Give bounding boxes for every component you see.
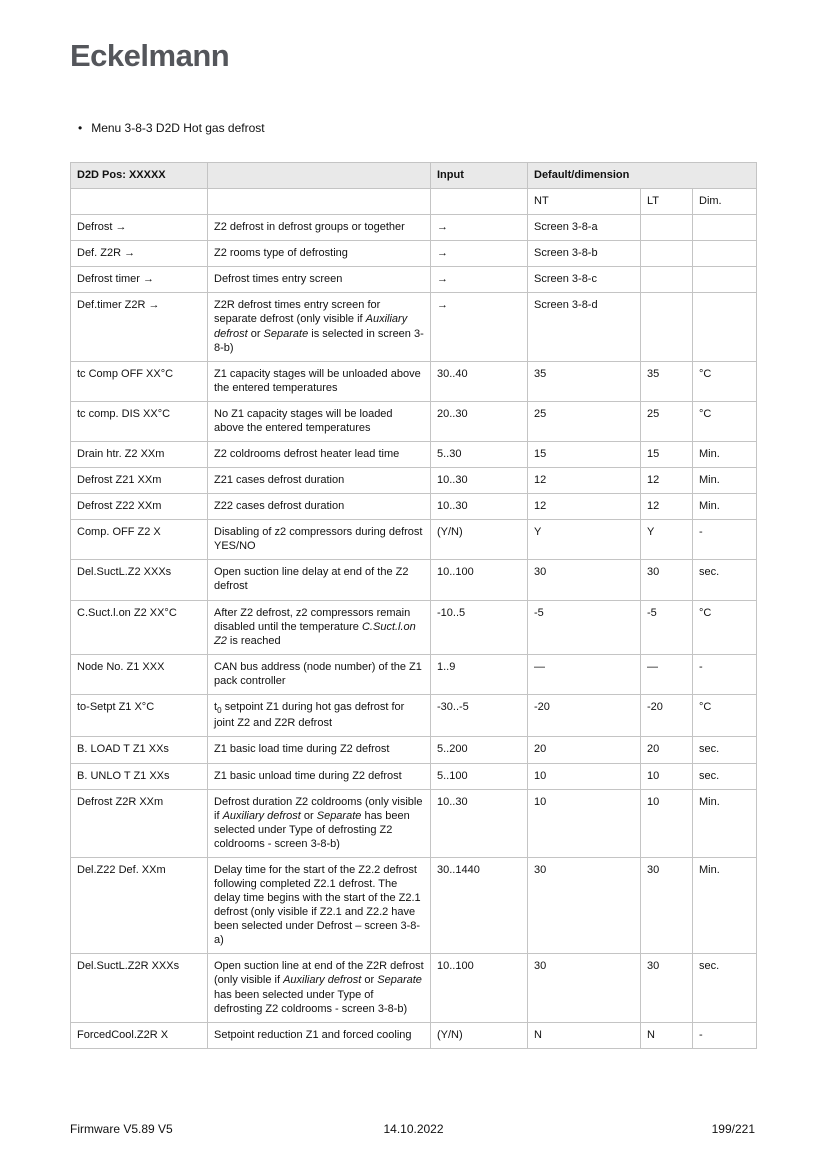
table-body bbox=[71, 215, 757, 1049]
cell-description: Delay time for the start of the Z2.2 defrost following completed Z2.1 defrost. The delay time begins with the start of the Z2.1 defrost (only visible if Z2.1 and Z2.2 have been selected under Defrost – screen 3-8-a) bbox=[208, 857, 431, 953]
cell-parameter: Defrost → bbox=[71, 215, 208, 241]
cell-dim: °C bbox=[693, 600, 757, 654]
cell-parameter: Def.timer Z2R → bbox=[71, 293, 208, 361]
cell-dim: Min. bbox=[693, 789, 757, 857]
table-row bbox=[71, 241, 757, 267]
cell-input: 1..9 bbox=[431, 654, 528, 694]
cell-input: 10..100 bbox=[431, 954, 528, 1022]
cell-description: After Z2 defrost, z2 compressors remain disabled until the temperature C.Suct.l.on Z2 is reached bbox=[208, 600, 431, 654]
cell-input: 10..100 bbox=[431, 560, 528, 600]
cell-input: 10..30 bbox=[431, 468, 528, 494]
cell-dim: - bbox=[693, 520, 757, 560]
cell-parameter: tc Comp OFF XX°C bbox=[71, 361, 208, 401]
cell-lt bbox=[641, 267, 693, 293]
cell-description: Z2 coldrooms defrost heater lead time bbox=[208, 442, 431, 468]
cell-nt: Screen 3-8-b bbox=[528, 241, 641, 267]
cell-parameter: ForcedCool.Z2R X bbox=[71, 1022, 208, 1048]
cell-dim: sec. bbox=[693, 737, 757, 763]
cell-input: 5..200 bbox=[431, 737, 528, 763]
eckelmann-logo: Eckelmann bbox=[70, 38, 230, 73]
header-d2d-pos: D2D Pos: XXXXX bbox=[71, 163, 208, 189]
cell-parameter: Drain htr. Z2 XXm bbox=[71, 442, 208, 468]
table-header-row bbox=[71, 163, 757, 189]
cell-input: (Y/N) bbox=[431, 520, 528, 560]
cell-description: $t_0$ setpoint Z1 during hot gas defrost for joint Z2 and Z2R defrost bbox=[208, 694, 431, 737]
cell-lt: 15 bbox=[641, 442, 693, 468]
table-row bbox=[71, 789, 757, 857]
subheader-empty-2 bbox=[208, 189, 431, 215]
cell-lt: — bbox=[641, 654, 693, 694]
cell-nt: — bbox=[528, 654, 641, 694]
parameter-table bbox=[70, 162, 757, 1049]
cell-parameter: B. UNLO T Z1 XXs bbox=[71, 763, 208, 789]
cell-parameter: Defrost Z22 XXm bbox=[71, 494, 208, 520]
table-row bbox=[71, 737, 757, 763]
cell-dim bbox=[693, 215, 757, 241]
cell-dim: - bbox=[693, 1022, 757, 1048]
cell-dim: Min. bbox=[693, 442, 757, 468]
cell-parameter: to-Setpt Z1 X°C bbox=[71, 694, 208, 737]
cell-input: 20..30 bbox=[431, 401, 528, 441]
subheader-dim: Dim. bbox=[693, 189, 757, 215]
cell-parameter: Defrost Z2R XXm bbox=[71, 789, 208, 857]
cell-parameter: Node No. Z1 XXX bbox=[71, 654, 208, 694]
footer-date: 14.10.2022 bbox=[383, 1122, 444, 1136]
cell-nt: -20 bbox=[528, 694, 641, 737]
table-row bbox=[71, 600, 757, 654]
cell-input: -10..5 bbox=[431, 600, 528, 654]
bullet-marker: • bbox=[78, 121, 83, 135]
cell-nt: Y bbox=[528, 520, 641, 560]
cell-description: Z2 rooms type of defrosting bbox=[208, 241, 431, 267]
cell-parameter: Def. Z2R → bbox=[71, 241, 208, 267]
cell-nt: 30 bbox=[528, 560, 641, 600]
subheader-empty-3 bbox=[431, 189, 528, 215]
table-row bbox=[71, 361, 757, 401]
cell-input: 30..1440 bbox=[431, 857, 528, 953]
cell-nt: 15 bbox=[528, 442, 641, 468]
cell-description: Defrost duration Z2 coldrooms (only visible if Auxiliary defrost or Separate has been selected under Type of defrosting Z2 coldrooms - screen 3-8-b) bbox=[208, 789, 431, 857]
cell-input: (Y/N) bbox=[431, 1022, 528, 1048]
table-row bbox=[71, 215, 757, 241]
cell-parameter: Defrost timer → bbox=[71, 267, 208, 293]
table-row bbox=[71, 763, 757, 789]
cell-nt: 10 bbox=[528, 763, 641, 789]
cell-dim: sec. bbox=[693, 954, 757, 1022]
cell-dim bbox=[693, 267, 757, 293]
cell-input: → bbox=[431, 293, 528, 361]
cell-nt: 20 bbox=[528, 737, 641, 763]
table-row bbox=[71, 520, 757, 560]
cell-nt: Screen 3-8-c bbox=[528, 267, 641, 293]
cell-dim: - bbox=[693, 654, 757, 694]
cell-dim bbox=[693, 241, 757, 267]
table-row bbox=[71, 401, 757, 441]
cell-input: 10..30 bbox=[431, 789, 528, 857]
cell-nt: 12 bbox=[528, 494, 641, 520]
cell-description: Disabling of z2 compressors during defrost YES/NO bbox=[208, 520, 431, 560]
table-row bbox=[71, 442, 757, 468]
cell-nt: 25 bbox=[528, 401, 641, 441]
table-subheader-row bbox=[71, 189, 757, 215]
table-row bbox=[71, 468, 757, 494]
cell-input: 5..100 bbox=[431, 763, 528, 789]
cell-dim: sec. bbox=[693, 560, 757, 600]
cell-parameter: Del.Z22 Def. XXm bbox=[71, 857, 208, 953]
cell-nt: N bbox=[528, 1022, 641, 1048]
cell-lt: 30 bbox=[641, 560, 693, 600]
cell-description: Open suction line at end of the Z2R defrost (only visible if Auxiliary defrost or Separate has been selected under Type of defrosting Z2 coldrooms - screen 3-8-b) bbox=[208, 954, 431, 1022]
cell-description: Z1 basic unload time during Z2 defrost bbox=[208, 763, 431, 789]
cell-nt: 12 bbox=[528, 468, 641, 494]
cell-lt: 12 bbox=[641, 494, 693, 520]
cell-description: Z21 cases defrost duration bbox=[208, 468, 431, 494]
table-row bbox=[71, 654, 757, 694]
cell-lt: -5 bbox=[641, 600, 693, 654]
header-input: Input bbox=[431, 163, 528, 189]
table-row bbox=[71, 494, 757, 520]
subheader-nt: NT bbox=[528, 189, 641, 215]
cell-description: No Z1 capacity stages will be loaded above the entered temperatures bbox=[208, 401, 431, 441]
table-row bbox=[71, 694, 757, 737]
cell-description: Defrost times entry screen bbox=[208, 267, 431, 293]
menu-reference-text: Menu 3-8-3 D2D Hot gas defrost bbox=[91, 121, 265, 135]
cell-input: 30..40 bbox=[431, 361, 528, 401]
cell-dim: Min. bbox=[693, 494, 757, 520]
cell-lt: 10 bbox=[641, 763, 693, 789]
cell-description: Open suction line delay at end of the Z2 defrost bbox=[208, 560, 431, 600]
footer-page-number: 199/221 bbox=[711, 1122, 755, 1136]
cell-input: 5..30 bbox=[431, 442, 528, 468]
cell-lt: 20 bbox=[641, 737, 693, 763]
cell-nt: 30 bbox=[528, 954, 641, 1022]
cell-dim: °C bbox=[693, 401, 757, 441]
cell-lt: -20 bbox=[641, 694, 693, 737]
cell-parameter: Del.SuctL.Z2 XXXs bbox=[71, 560, 208, 600]
cell-lt: 12 bbox=[641, 468, 693, 494]
cell-input: → bbox=[431, 215, 528, 241]
table-row bbox=[71, 857, 757, 953]
cell-nt: Screen 3-8-d bbox=[528, 293, 641, 361]
cell-nt: 10 bbox=[528, 789, 641, 857]
cell-dim: sec. bbox=[693, 763, 757, 789]
footer-firmware-version: Firmware V5.89 V5 bbox=[70, 1122, 173, 1136]
table-row bbox=[71, 267, 757, 293]
subheader-empty-1 bbox=[71, 189, 208, 215]
cell-dim: °C bbox=[693, 694, 757, 737]
cell-input: 10..30 bbox=[431, 494, 528, 520]
cell-description: Setpoint reduction Z1 and forced cooling bbox=[208, 1022, 431, 1048]
cell-nt: -5 bbox=[528, 600, 641, 654]
cell-description: Z22 cases defrost duration bbox=[208, 494, 431, 520]
header-default-dimension: Default/dimension bbox=[528, 163, 757, 189]
cell-lt bbox=[641, 241, 693, 267]
cell-lt bbox=[641, 293, 693, 361]
cell-parameter: B. LOAD T Z1 XXs bbox=[71, 737, 208, 763]
table-row bbox=[71, 560, 757, 600]
subheader-lt: LT bbox=[641, 189, 693, 215]
cell-parameter: C.Suct.l.on Z2 XX°C bbox=[71, 600, 208, 654]
cell-lt: 30 bbox=[641, 954, 693, 1022]
table-row bbox=[71, 293, 757, 361]
cell-parameter: Comp. OFF Z2 X bbox=[71, 520, 208, 560]
header-empty bbox=[208, 163, 431, 189]
cell-lt: 10 bbox=[641, 789, 693, 857]
cell-description: Z2R defrost times entry screen for separate defrost (only visible if Auxiliary defrost or Separate is selected in screen 3-8-b) bbox=[208, 293, 431, 361]
cell-dim bbox=[693, 293, 757, 361]
cell-description: Z1 capacity stages will be unloaded above the entered temperatures bbox=[208, 361, 431, 401]
cell-lt bbox=[641, 215, 693, 241]
cell-dim: Min. bbox=[693, 468, 757, 494]
cell-description: Z2 defrost in defrost groups or together bbox=[208, 215, 431, 241]
cell-lt: Y bbox=[641, 520, 693, 560]
table-row bbox=[71, 954, 757, 1022]
cell-nt: 35 bbox=[528, 361, 641, 401]
cell-input: → bbox=[431, 241, 528, 267]
cell-lt: 30 bbox=[641, 857, 693, 953]
cell-input: -30..-5 bbox=[431, 694, 528, 737]
cell-dim: Min. bbox=[693, 857, 757, 953]
cell-parameter: Del.SuctL.Z2R XXXs bbox=[71, 954, 208, 1022]
cell-lt: 25 bbox=[641, 401, 693, 441]
cell-lt: N bbox=[641, 1022, 693, 1048]
cell-nt: Screen 3-8-a bbox=[528, 215, 641, 241]
menu-reference-line bbox=[78, 121, 265, 135]
cell-description: Z1 basic load time during Z2 defrost bbox=[208, 737, 431, 763]
cell-nt: 30 bbox=[528, 857, 641, 953]
cell-parameter: tc comp. DIS XX°C bbox=[71, 401, 208, 441]
cell-parameter: Defrost Z21 XXm bbox=[71, 468, 208, 494]
cell-dim: °C bbox=[693, 361, 757, 401]
cell-description: CAN bus address (node number) of the Z1 pack controller bbox=[208, 654, 431, 694]
table-row bbox=[71, 1022, 757, 1048]
cell-input: → bbox=[431, 267, 528, 293]
cell-lt: 35 bbox=[641, 361, 693, 401]
